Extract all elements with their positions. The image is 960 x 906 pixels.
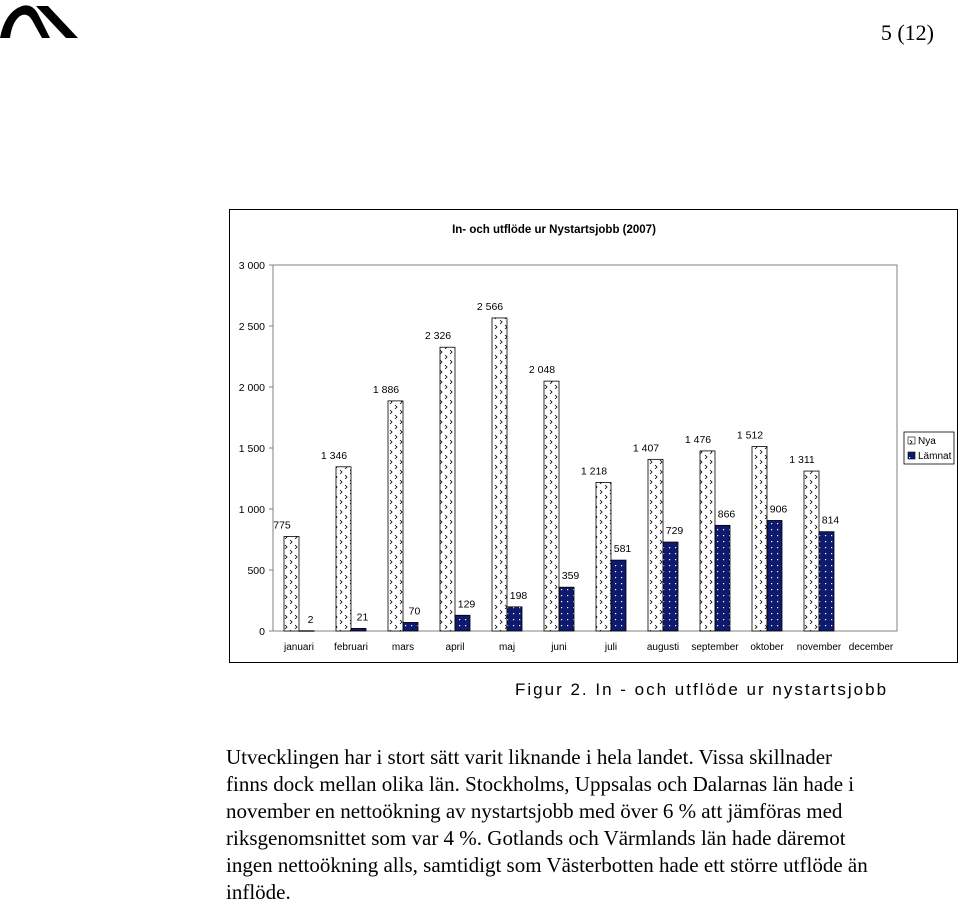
- figure-caption: Figur 2. In - och utflöde ur nystartsjobb: [515, 680, 889, 699]
- data-label-lamnat: 581: [613, 543, 632, 556]
- legend-label: Nya: [918, 436, 936, 447]
- data-label-nya: 1 476: [684, 433, 712, 446]
- bar-nya: [544, 381, 559, 631]
- x-tick-label: november: [796, 642, 842, 653]
- x-axis: [283, 642, 894, 653]
- x-tick-label: oktober: [750, 642, 784, 653]
- bar-lamnat: [767, 520, 782, 631]
- bar-chart: [229, 209, 958, 663]
- bar-nya: [336, 467, 351, 631]
- bar-lamnat: [507, 607, 522, 631]
- bar-nya: [596, 482, 611, 631]
- bar-lamnat: [403, 622, 418, 631]
- logo-icon: [0, 0, 90, 45]
- y-tick-label: 500: [247, 565, 265, 577]
- bar-nya: [492, 318, 507, 631]
- page-number: 5 (12): [880, 20, 934, 45]
- y-tick-label: 3 000: [238, 260, 265, 272]
- data-label-nya: 775: [273, 519, 291, 532]
- y-tick-label: 2 500: [238, 321, 265, 333]
- x-tick-label: september: [691, 642, 739, 653]
- data-label-nya: 1 512: [736, 429, 764, 442]
- data-label-lamnat: 2: [307, 613, 314, 626]
- legend-swatch: [908, 452, 915, 459]
- bar-nya: [804, 471, 819, 631]
- legend: [904, 432, 954, 464]
- legend-label: Lämnat: [918, 451, 952, 462]
- data-label-lamnat: 70: [408, 605, 421, 618]
- data-label-nya: 2 048: [528, 364, 556, 377]
- x-tick-label: augusti: [646, 642, 680, 653]
- data-label-lamnat: 129: [457, 598, 476, 611]
- y-axis: [239, 260, 273, 638]
- chart-title: In- och utflöde ur Nystartsjobb (2007): [452, 224, 656, 236]
- data-label-lamnat: 359: [561, 570, 580, 583]
- bar-nya: [284, 536, 299, 631]
- bar-nya: [700, 451, 715, 631]
- data-label-lamnat: 21: [356, 611, 369, 624]
- bar-nya: [752, 447, 767, 631]
- y-tick-label: 1 000: [238, 504, 265, 516]
- bar-lamnat: [611, 560, 626, 631]
- legend-swatch: [908, 437, 915, 444]
- data-label-lamnat: 814: [821, 514, 840, 527]
- y-tick-label: 2 000: [238, 382, 265, 394]
- data-label-nya: 1 407: [632, 442, 660, 455]
- x-tick-label: maj: [498, 642, 516, 653]
- x-tick-label: februari: [334, 642, 368, 653]
- data-label-nya: 1 886: [372, 383, 400, 396]
- data-label-nya: 1 218: [580, 465, 608, 478]
- x-tick-label: juli: [604, 642, 618, 653]
- plot-area: [273, 265, 897, 631]
- data-label-nya: 2 566: [476, 300, 504, 313]
- bar-lamnat: [351, 628, 366, 631]
- data-label-lamnat: 866: [717, 508, 736, 521]
- y-tick-label: 1 500: [238, 443, 265, 455]
- data-label-nya: 2 326: [424, 330, 452, 343]
- data-label-lamnat: 729: [665, 525, 684, 538]
- x-tick-label: januari: [283, 642, 315, 653]
- bar-lamnat: [299, 631, 314, 632]
- bar-lamnat: [663, 542, 678, 631]
- data-label-lamnat: 198: [509, 589, 528, 602]
- bar-lamnat: [559, 587, 574, 631]
- x-tick-label: april: [445, 642, 465, 653]
- bar-nya: [440, 347, 455, 631]
- bar-nya: [388, 401, 403, 631]
- x-tick-label: mars: [391, 642, 415, 653]
- data-label-nya: 1 346: [320, 449, 348, 462]
- body-paragraph: Utvecklingen har i stort sätt varit liknande i hela landet. Vissa skillnader finns dock mellan olika län. Stockholms, Uppsalas och Dalarnas län hade i november en nettoökning av nystartsjobb med över 6 % att jämföras med riksgenomsnittet som var 4 %. Gotlands och Värmlands län hade däremot ingen nettoökning alls, samtidigt som Västerbotten hade ett större utflöde än inflöde.: [226, 745, 868, 904]
- data-label-lamnat: 906: [769, 503, 788, 516]
- bar-lamnat: [819, 532, 834, 631]
- y-tick-label: 0: [259, 626, 265, 638]
- bar-nya: [648, 459, 663, 631]
- x-tick-label: december: [848, 642, 894, 653]
- data-label-nya: 1 311: [789, 454, 815, 467]
- bar-lamnat: [455, 615, 470, 631]
- x-tick-label: juni: [551, 642, 567, 653]
- bar-lamnat: [715, 525, 730, 631]
